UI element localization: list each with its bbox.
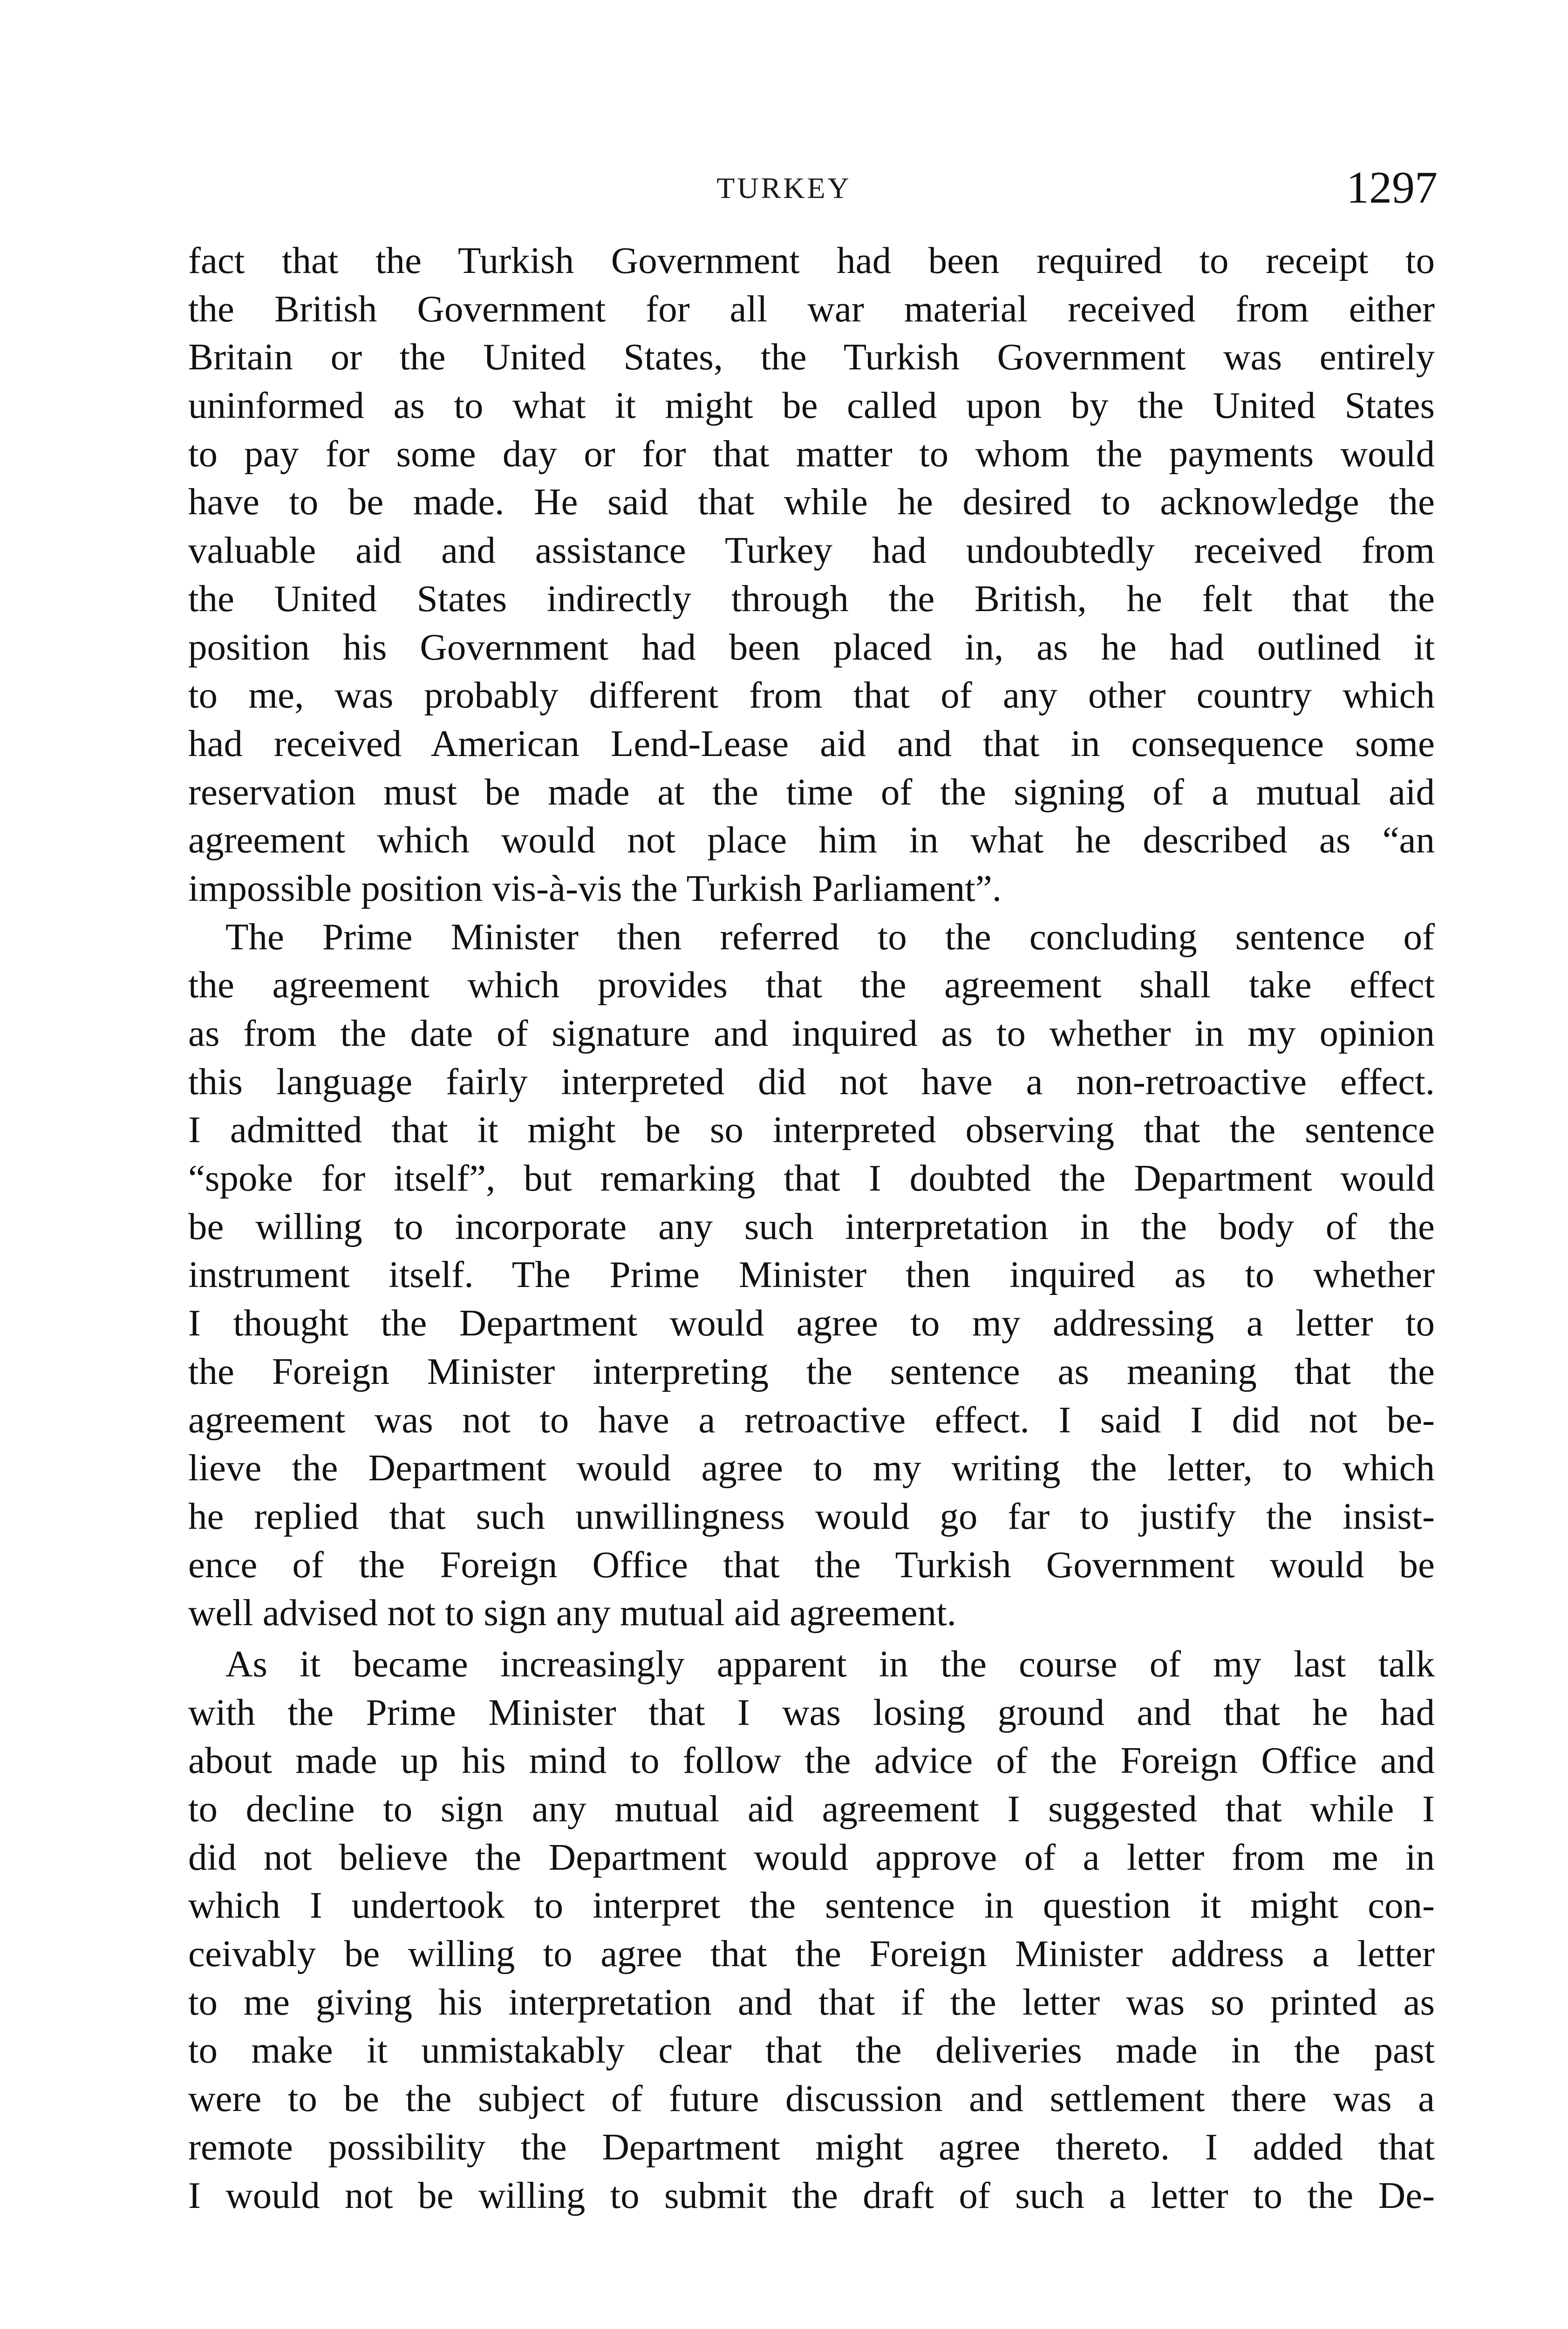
- text-line: ceivably be willing to agree that the Foreign Minister address a letter: [188, 1933, 1435, 1975]
- text-line: have to be made. He said that while he desired to acknowledge the: [188, 481, 1435, 523]
- text-line: were to be the subject of future discussion and settlement there was a: [188, 2077, 1435, 2120]
- text-line: fact that the Turkish Government had been required to receipt to: [188, 239, 1435, 281]
- text-line: with the Prime Minister that I was losing ground and that he had: [188, 1691, 1435, 1733]
- text-line: impossible position vis-à-vis the Turkish Parliament”.: [188, 867, 1002, 909]
- text-line: the United States indirectly through the British, he felt that the: [188, 577, 1435, 620]
- text-line: Britain or the United States, the Turkish Government was entirely: [188, 336, 1435, 378]
- text-line: uninformed as to what it might be called upon by the United States: [188, 384, 1435, 427]
- text-line: to me giving his interpretation and that if the letter was so printed as: [188, 1981, 1435, 2023]
- running-head: TURKEY: [716, 171, 852, 204]
- text-line: the British Government for all war material received from either: [188, 287, 1435, 330]
- paragraph-1: [188, 237, 1435, 913]
- text-line: had received American Lend-Lease aid and that in consequence some: [188, 722, 1435, 764]
- text-line: as from the date of signature and inquired as to whether in my opinion: [188, 1012, 1435, 1054]
- text-line: agreement which would not place him in what he described as “an: [188, 819, 1435, 861]
- text-line: well advised not to sign any mutual aid agreement.: [188, 1592, 956, 1634]
- text-line: The Prime Minister then referred to the concluding sentence of: [225, 915, 1435, 958]
- text-line: instrument itself. The Prime Minister then inquired as to whether: [188, 1253, 1435, 1296]
- text-line: the Foreign Minister interpreting the sentence as meaning that the: [188, 1350, 1435, 1392]
- page-header: [0, 165, 1568, 212]
- text-line: As it became increasingly apparent in the course of my last talk: [225, 1642, 1435, 1685]
- text-line: remote possibility the Department might agree thereto. I added that: [188, 2125, 1435, 2168]
- text-line: he replied that such unwillingness would go far to justify the insist-: [188, 1495, 1435, 1537]
- text-line: to decline to sign any mutual aid agreement I suggested that while I: [188, 1788, 1435, 1830]
- text-line: did not believe the Department would approve of a letter from me in: [188, 1836, 1435, 1878]
- text-line: which I undertook to interpret the sentence in question it might con-: [188, 1884, 1435, 1927]
- text-line: about made up his mind to follow the advice of the Foreign Office and: [188, 1739, 1435, 1782]
- text-line: agreement was not to have a retroactive effect. I said I did not be-: [188, 1398, 1435, 1441]
- text-line: I thought the Department would agree to my addressing a letter to: [188, 1302, 1435, 1344]
- text-line: I would not be willing to submit the draft of such a letter to the De-: [188, 2174, 1435, 2216]
- text-line: ence of the Foreign Office that the Turkish Government would be: [188, 1543, 1435, 1586]
- body-text: [188, 237, 1435, 2220]
- text-line: reservation must be made at the time of the signing of a mutual aid: [188, 770, 1435, 813]
- text-line: lieve the Department would agree to my writing the letter, to which: [188, 1447, 1435, 1489]
- text-line: valuable aid and assistance Turkey had undoubtedly received from: [188, 529, 1435, 572]
- text-line: the agreement which provides that the agreement shall take effect: [188, 964, 1435, 1006]
- text-line: I admitted that it might be so interpreted observing that the sentence: [188, 1109, 1435, 1151]
- page-number: 1297: [1346, 163, 1438, 213]
- paragraph-2: [188, 913, 1435, 1637]
- paragraph-3: [188, 1640, 1435, 2220]
- text-line: to make it unmistakably clear that the deliveries made in the past: [188, 2029, 1435, 2071]
- text-line: be willing to incorporate any such interpretation in the body of the: [188, 1205, 1435, 1247]
- text-line: this language fairly interpreted did not have a non-retroactive effect.: [188, 1060, 1435, 1103]
- text-line: position his Government had been placed in, as he had outlined it: [188, 626, 1435, 668]
- text-line: to me, was probably different from that of any other country which: [188, 674, 1435, 716]
- text-line: “spoke for itself”, but remarking that I doubted the Department would: [188, 1157, 1435, 1199]
- text-line: to pay for some day or for that matter to whom the payments would: [188, 432, 1435, 475]
